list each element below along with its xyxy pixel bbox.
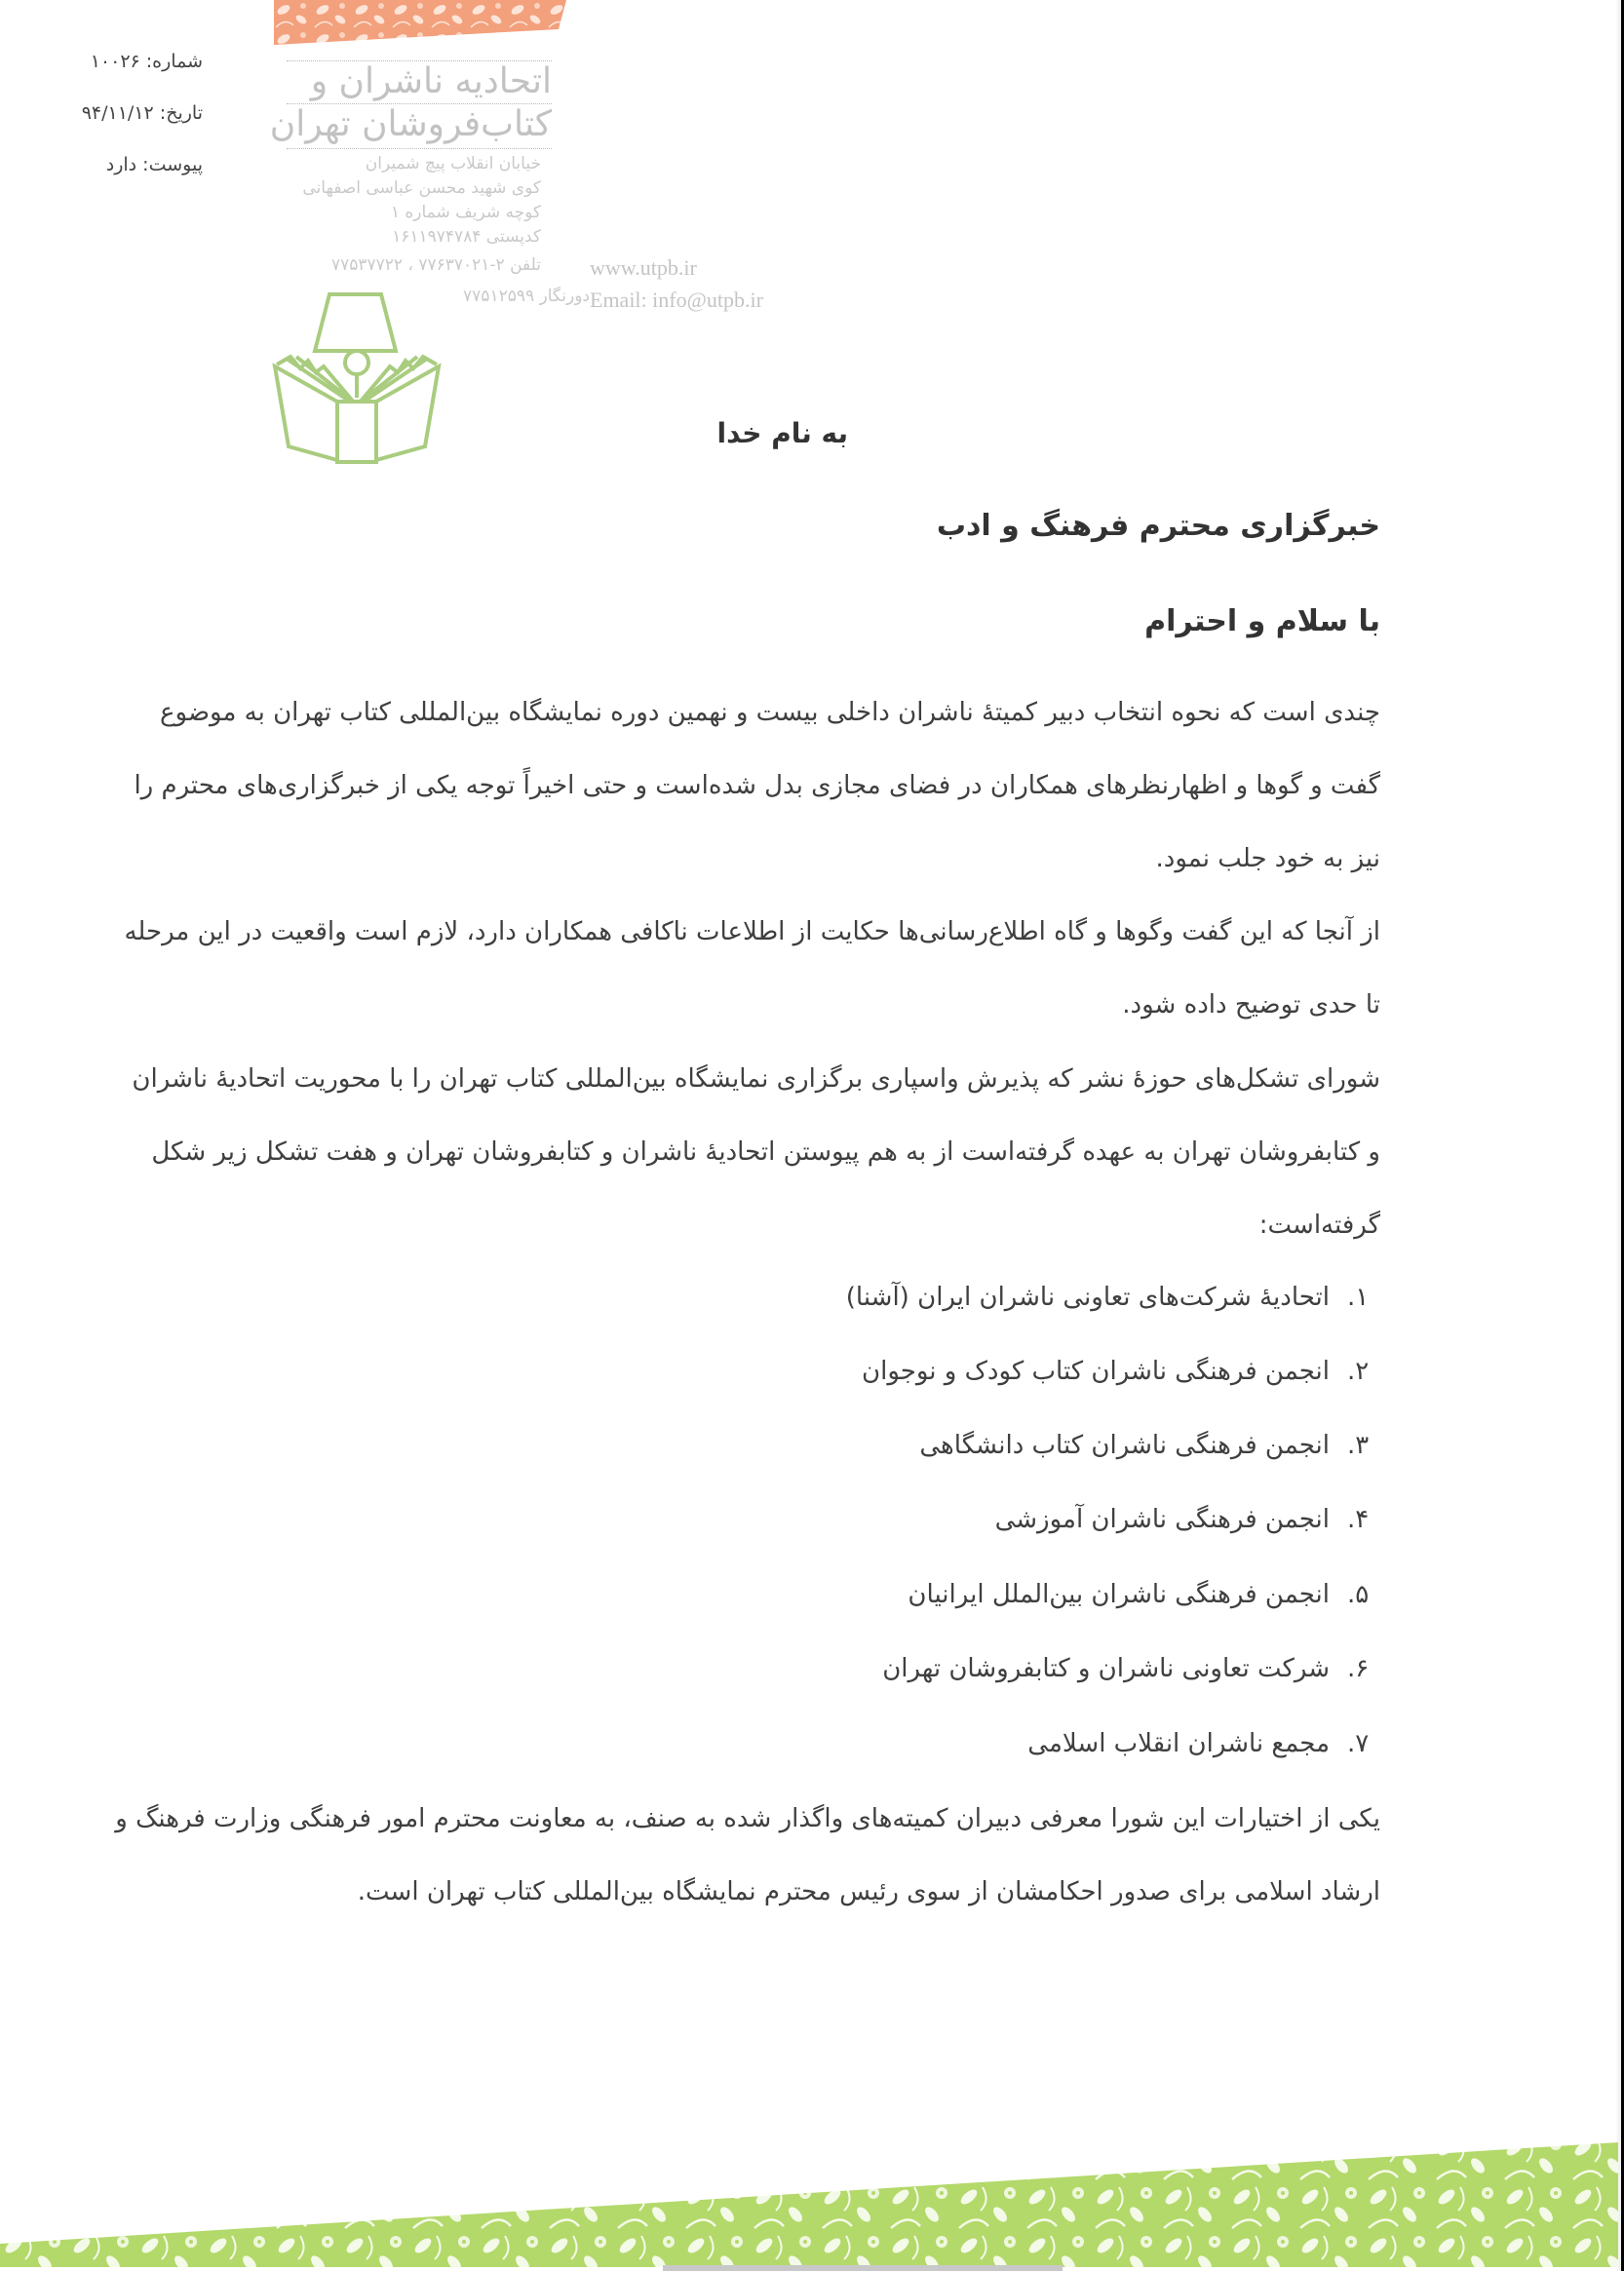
greeting-heading: با سلام و احترام — [1144, 604, 1380, 638]
list-item-text: انجمن فرهنگی ناشران بین‌الملل ایرانیان — [908, 1580, 1330, 1609]
scan-bottom-shadow — [663, 2265, 1063, 2271]
paragraph-4-line: ارشاد اسلامی برای صدور احکامشان از سوی رئیس محترم نمایشگاه بین‌المللی کتاب تهران است. — [357, 1877, 1380, 1906]
paragraph-2-line: تا حدی توضیح داده شود. — [1122, 990, 1380, 1020]
list-item — [919, 1428, 1370, 1463]
list-item-text: انجمن فرهنگی ناشران آموزشی — [994, 1505, 1330, 1534]
list-item-text: شرکت تعاونی ناشران و کتابفروشان تهران — [882, 1654, 1330, 1683]
list-item-number: ۲. — [1347, 1357, 1370, 1386]
letter-number: شماره: ۱۰۰۲۶ — [90, 51, 203, 72]
list-item-number: ۶. — [1347, 1654, 1370, 1683]
list-item-text: انجمن فرهنگی ناشران کتاب کودک و نوجوان — [862, 1357, 1330, 1386]
list-item-number: ۴. — [1347, 1505, 1370, 1534]
paragraph-1-line: چندی است که نحوه انتخاب دبیر کمیتهٔ ناشران داخلی بیست و نهمین دوره نمایشگاه بین‌المللی کتاب تهران به موضوع — [160, 698, 1380, 727]
pen-nib-open-book-icon — [269, 289, 445, 466]
bottom-floral-band — [0, 2135, 1618, 2271]
top-floral-band — [274, 0, 566, 45]
letterhead-org-name — [269, 60, 552, 150]
letter-date: تاریخ: ۹۴/۱۱/۱۲ — [81, 102, 203, 124]
list-item-text: اتحادیهٔ شرکت‌های تعاونی ناشران ایران (آشنا) — [845, 1283, 1330, 1312]
paragraph-1-line: گفت و گوها و اظهارنظرهای همکاران در فضای مجازی بدل شده‌است و حتی اخیراً توجه یکی از خبرگزاری‌های محترم را — [134, 771, 1380, 800]
paragraph-3-line: و کتابفروشان تهران به عهده گرفته‌است از به هم پیوستن اتحادیهٔ ناشران و کتابفروشان تهران و هفت تشکل زیر شکل — [151, 1137, 1380, 1167]
org-name-line-1: اتحادیه ناشران و — [310, 61, 552, 101]
email-link[interactable]: Email: info@utpb.ir — [590, 288, 763, 312]
letter-attachment: پیوست: دارد — [105, 154, 203, 175]
paragraph-4-line: یکی از اختیارات این شورا معرفی دبیران کمیته‌های واگذار شده به صنف، به معاونت محترم امور فرهنگی وزارت فرهنگ و — [115, 1804, 1380, 1833]
list-item-number: ۳. — [1347, 1431, 1370, 1460]
list-item — [908, 1577, 1370, 1612]
list-item-number: ۱. — [1347, 1283, 1370, 1312]
recipient-heading: خبرگزاری محترم فرهنگ و ادب — [936, 509, 1380, 543]
address-line: کوچه شریف شماره ۱ — [390, 203, 541, 222]
list-item-number: ۵. — [1347, 1580, 1370, 1609]
list-item — [862, 1354, 1370, 1389]
list-item — [994, 1502, 1370, 1537]
list-item-text: انجمن فرهنگی ناشران کتاب دانشگاهی — [919, 1431, 1330, 1460]
address-line: کوی شهید محسن عباسی اصفهانی — [302, 178, 541, 198]
paragraph-3-line: گرفته‌است: — [1258, 1211, 1380, 1240]
phone-line: تلفن ۲-۷۷۶۳۷۰۲۱ ، ۷۷۵۳۷۷۲۲ — [331, 255, 541, 275]
paragraph-2-line: از آنجا که این گفت وگوها و گاه اطلاع‌رسانی‌ها حکایت از اطلاعات ناکافی همکاران دارد، لازم است واقعیت در این مرحله — [124, 917, 1380, 946]
basmala-heading: به نام خدا — [716, 417, 848, 449]
paragraph-3-line: شورای تشکل‌های حوزهٔ نشر که پذیرش واسپاری برگزاری نمایشگاه بین‌المللی کتاب تهران را با محوریت اتحادیهٔ ناشران — [132, 1064, 1380, 1094]
address-line: کدپستی ۱۶۱۱۹۷۴۷۸۴ — [392, 227, 541, 247]
list-item — [845, 1280, 1370, 1315]
list-item — [882, 1651, 1370, 1686]
fax-line: دورنگار ۷۷۵۱۲۵۹۹ — [463, 287, 590, 306]
website-link[interactable]: www.utpb.ir — [590, 255, 697, 280]
org-name-line-2: کتاب‌فروشان تهران — [269, 104, 552, 144]
list-item — [1027, 1726, 1370, 1761]
list-item-text: مجمع ناشران انقلاب اسلامی — [1027, 1729, 1330, 1758]
list-item-number: ۷. — [1347, 1729, 1370, 1758]
address-line: خیابان انقلاب پیچ شمیران — [365, 154, 541, 173]
paragraph-1-line: نیز به خود جلب نمود. — [1155, 844, 1380, 873]
